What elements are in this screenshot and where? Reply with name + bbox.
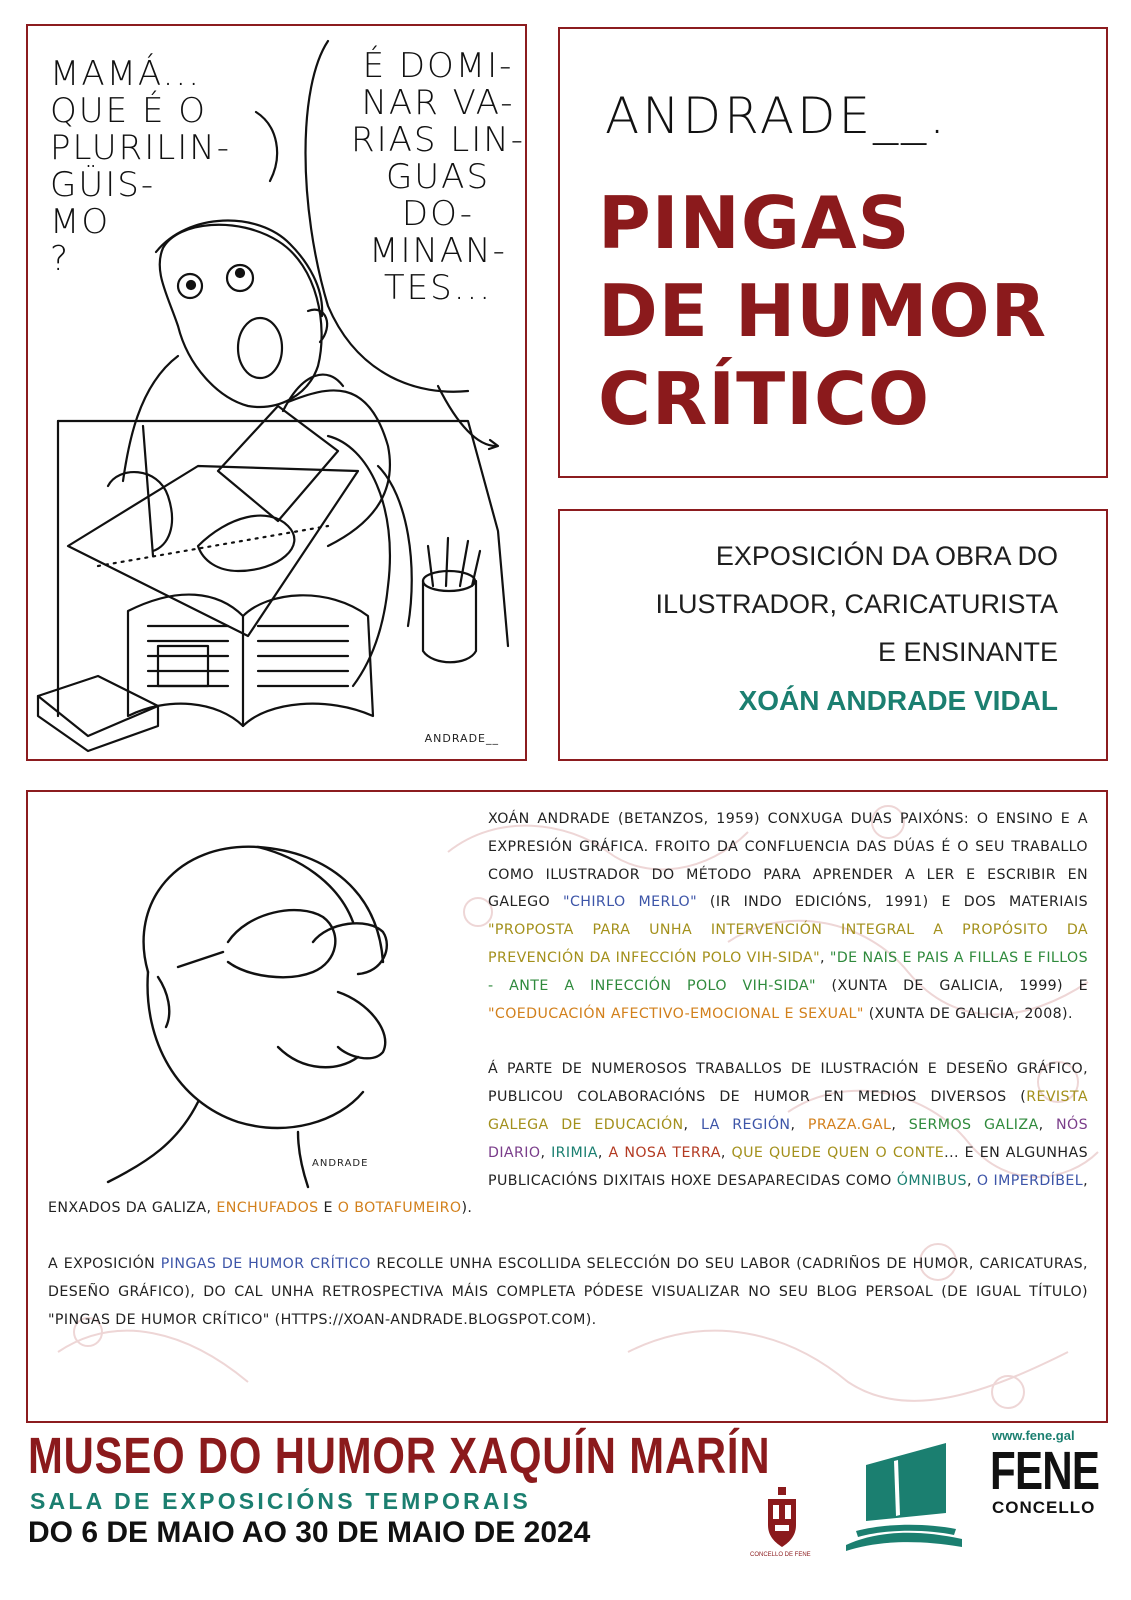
ship-sail-logo-icon (846, 1435, 962, 1551)
media-revista-galega: REVISTA GALEGA DE EDUCACIÓN (488, 1089, 1088, 1133)
media-o-imperdibel: O IMPERDÍBEL (976, 1172, 1084, 1189)
media-la-region: LA REGIÓN (700, 1116, 791, 1133)
coat-of-arms-icon (760, 1485, 804, 1551)
title-line: PINGAS (598, 181, 911, 265)
museum-name: MUSEO DO HUMOR XAQUÍN MARÍN (28, 1427, 771, 1484)
media-o-botafumeiro: O BOTAFUMEIRO (337, 1200, 462, 1217)
bio-paragraph-3: A EXPOSICIÓN PINGAS DE HUMOR CRÍTICO RECOLLE UNHA ESCOLLIDA SELECCIÓN DO SEU LABOR (CADRIÑOS DE HUMOR, CARICATURAS, DESEÑO GRÁFICO), DO CAL UNHA RETROSPECTIVA MÁIS COMPLETA PÓDESE VISUALIZAR NO SEU BLOG PERSOAL (DE IGUAL TÍTULO) "PINGAS DE HUMOR CRÍTICO" (HTTPS://XOAN-ANDRADE.BLOGSPOT.COM). (48, 1256, 1088, 1328)
exhibition-dates: DO 6 DE MAIO AO 30 DE MAIO DE 2024 (28, 1516, 591, 1549)
speech-balloon-answer: É DOMI- NAR VA- RIAS LIN- GUAS DO- MINAN- TES... (351, 46, 525, 308)
museum-room: SALA DE EXPOSICIÓNS TEMPORAIS (30, 1488, 531, 1514)
artist-name: XOÁN ANDRADE VIDAL (738, 685, 1058, 716)
artist-signature: ANDRADE__. (605, 87, 949, 145)
speech-balloon-question: MAMÁ... QUE É O PLURILIN- GÜIS- MO ? (50, 54, 231, 279)
exposition-line: ILUSTRADOR, CARICATURISTA (655, 589, 1058, 619)
exposition-panel (558, 509, 1108, 761)
fene-url[interactable]: www.fene.gal (992, 1428, 1075, 1443)
exposition-line: E ENSINANTE (877, 637, 1058, 667)
title-de-nais: "DE NAIS E PAIS A FILLAS E FILLOS - ANTE A INFECCIÓN POLO VIH-SIDA" (488, 949, 1088, 994)
bio-paragraph-2: Á PARTE DE NUMEROSOS TRABALLOS DE ILUSTRACIÓN E DESEÑO GRÁFICO, PUBLICOU COLABORACIÓNS DE HUMOR EN MEDIOS DIVERSOS (REVISTA GALEGA DE EDUCACIÓN, LA REGIÓN, PRAZA.GAL, SERMOS GALIZA, NÓS DIARIO, IRIMIA, A NOSA TERRA, QUE QUEDE QUEN O CONTE... E EN ALGUNHAS PUBLICACIÓNS DIXITAIS HOXE DESAPARECIDAS COMO ÓMNIBUS, O IMPERDÍBEL, ENXADOS DA GALIZA, ENCHUFADOS E O BOTAFUMEIRO). (48, 1061, 1089, 1217)
cartoon-signature: ANDRADE__ (424, 732, 499, 745)
exhibition-name-inline: PINGAS DE HUMOR CRÍTICO (160, 1256, 371, 1273)
portrait-spacer (48, 806, 488, 1191)
exhibition-title (598, 179, 1098, 443)
media-a-nosa-terra: A NOSA TERRA (608, 1144, 721, 1161)
bio-paragraph-1: XOÁN ANDRADE (BETANZOS, 1959) CONXUGA DUAS PAIXÓNS: O ENSINO E A EXPRESIÓN GRÁFICA. FROITO DA CONFLUENCIA DAS DÚAS É O SEU TRABALLO COMO ILUSTRADOR DO MÉTODO PARA APRENDER A LER E ESCRIBIR EN GALEGO "CHIRLO MERLO" (IR INDO EDICIÓNS, 1991) E DOS MATERIAIS "PROPOSTA PARA UNHA INTERVENCIÓN INTEGRAL A PROPÓSITO DA PREVENCIÓN DA INFECCIÓN POLO VIH-SIDA", "DE NAIS E PAIS A FILLAS E FILLOS - ANTE A INFECCIÓN POLO VIH-SIDA" (XUNTA DE GALICIA, 1999) E "COEDUCACIÓN AFECTIVO-EMOCIONAL E SEXUAL" (XUNTA DE GALICIA, 2008). (488, 811, 1088, 1022)
link-chirlo-merlo: "CHIRLO MERLO" (563, 894, 698, 911)
cartoon-panel (26, 24, 527, 761)
media-que-quede: QUE QUEDE QUEN O CONTE (731, 1144, 945, 1161)
media-sermos-galiza: SERMOS GALIZA (908, 1116, 1039, 1133)
title-line: CRÍTICO (598, 357, 931, 441)
portrait-signature: ANDRADE (312, 1158, 369, 1169)
media-praza: PRAZA.GAL (807, 1116, 892, 1133)
biography-panel (26, 790, 1108, 1423)
title-proposta: "PROPOSTA PARA UNHA INTERVENCIÓN INTEGRAL A PROPÓSITO DA PREVENCIÓN DA INFECCIÓN POLO VIH-SIDA" (488, 922, 1088, 966)
exposition-line: EXPOSICIÓN DA OBRA DO (715, 541, 1058, 571)
title-coeducacion: "COEDUCACIÓN AFECTIVO-EMOCIONAL E SEXUAL" (488, 1005, 864, 1022)
media-irimia: IRIMIA (551, 1144, 598, 1161)
title-line: DE HUMOR (598, 269, 1048, 353)
media-nos-diario: NÓS DIARIO (488, 1116, 1089, 1161)
media-enchufados: ENCHUFADOS (216, 1200, 319, 1217)
fene-concello: CONCELLO (992, 1498, 1096, 1517)
emblem-caption: CONCELLO DE FENE (750, 1552, 811, 1558)
title-panel (558, 27, 1108, 478)
biography-text (48, 806, 1088, 1335)
fene-name: FENE (990, 1441, 1100, 1501)
media-omnibus: ÓMNIBUS (896, 1172, 967, 1189)
